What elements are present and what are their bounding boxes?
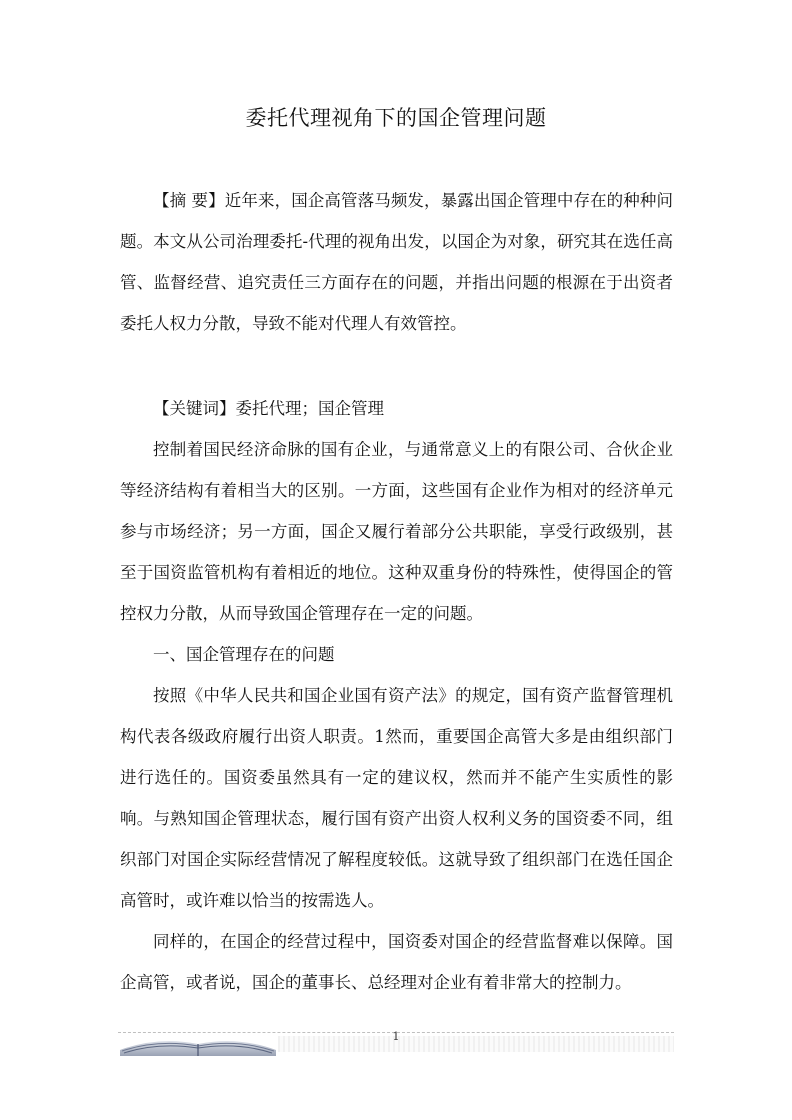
document-title: 委托代理视角下的国企管理问题 [245,106,547,130]
body-paragraph-law: 按照《中华人民共和国企业国有资产法》的规定，国有资产监督管理机构代表各级政府履行出资人职责。1然而，重要国企高管大多是由组织部门进行选任的。国资委虽然具有一定的建议权，然而并不能产生实质性的影响。与熟知国企管理状态，履行国有资产出资人权利义务的国资委不同，组织部门对国企实际经营情况了解程度较低。这就导致了组织部门在选任国企高管时，或许难以恰当的按需选人。 [120,686,673,910]
page-number: 1 [392,1030,400,1043]
keywords-paragraph: 【关键词】委托代理；国企管理 [153,399,384,418]
body-paragraph-supervision: 同样的，在国企的经营过程中，国资委对国企的经营监督难以保障。国企高管，或者说，国企的董事长、总经理对企业有着非常大的控制力。 [120,932,673,992]
section-heading-1: 一、国企管理存在的问题 [153,645,335,664]
body-paragraph-intro: 控制着国民经济命脉的国有企业，与通常意义上的有限公司、合伙企业等经济结构有着相当大的区别。一方面，这些国有企业作为相对的经济单元参与市场经济；另一方面，国企又履行着部分公共职能，享受行政级别，甚至于国资监管机构有着相近的地位。这种双重身份的特殊性，使得国企的管控权力分散，从而导致国企管理存在一定的问题。 [120,440,673,623]
abstract-paragraph: 【摘 要】近年来，国企高管落马频发，暴露出国企管理中存在的种种问题。本文从公司治理委托-代理的视角出发，以国企为对象，研究其在选任高管、监督经营、追究责任三方面存在的问题，并指出问题的根源在于出资者委托人权力分散，导致不能对代理人有效管控。 [120,191,673,333]
open-book-icon [118,1034,278,1056]
footer-decoration [278,1036,674,1052]
